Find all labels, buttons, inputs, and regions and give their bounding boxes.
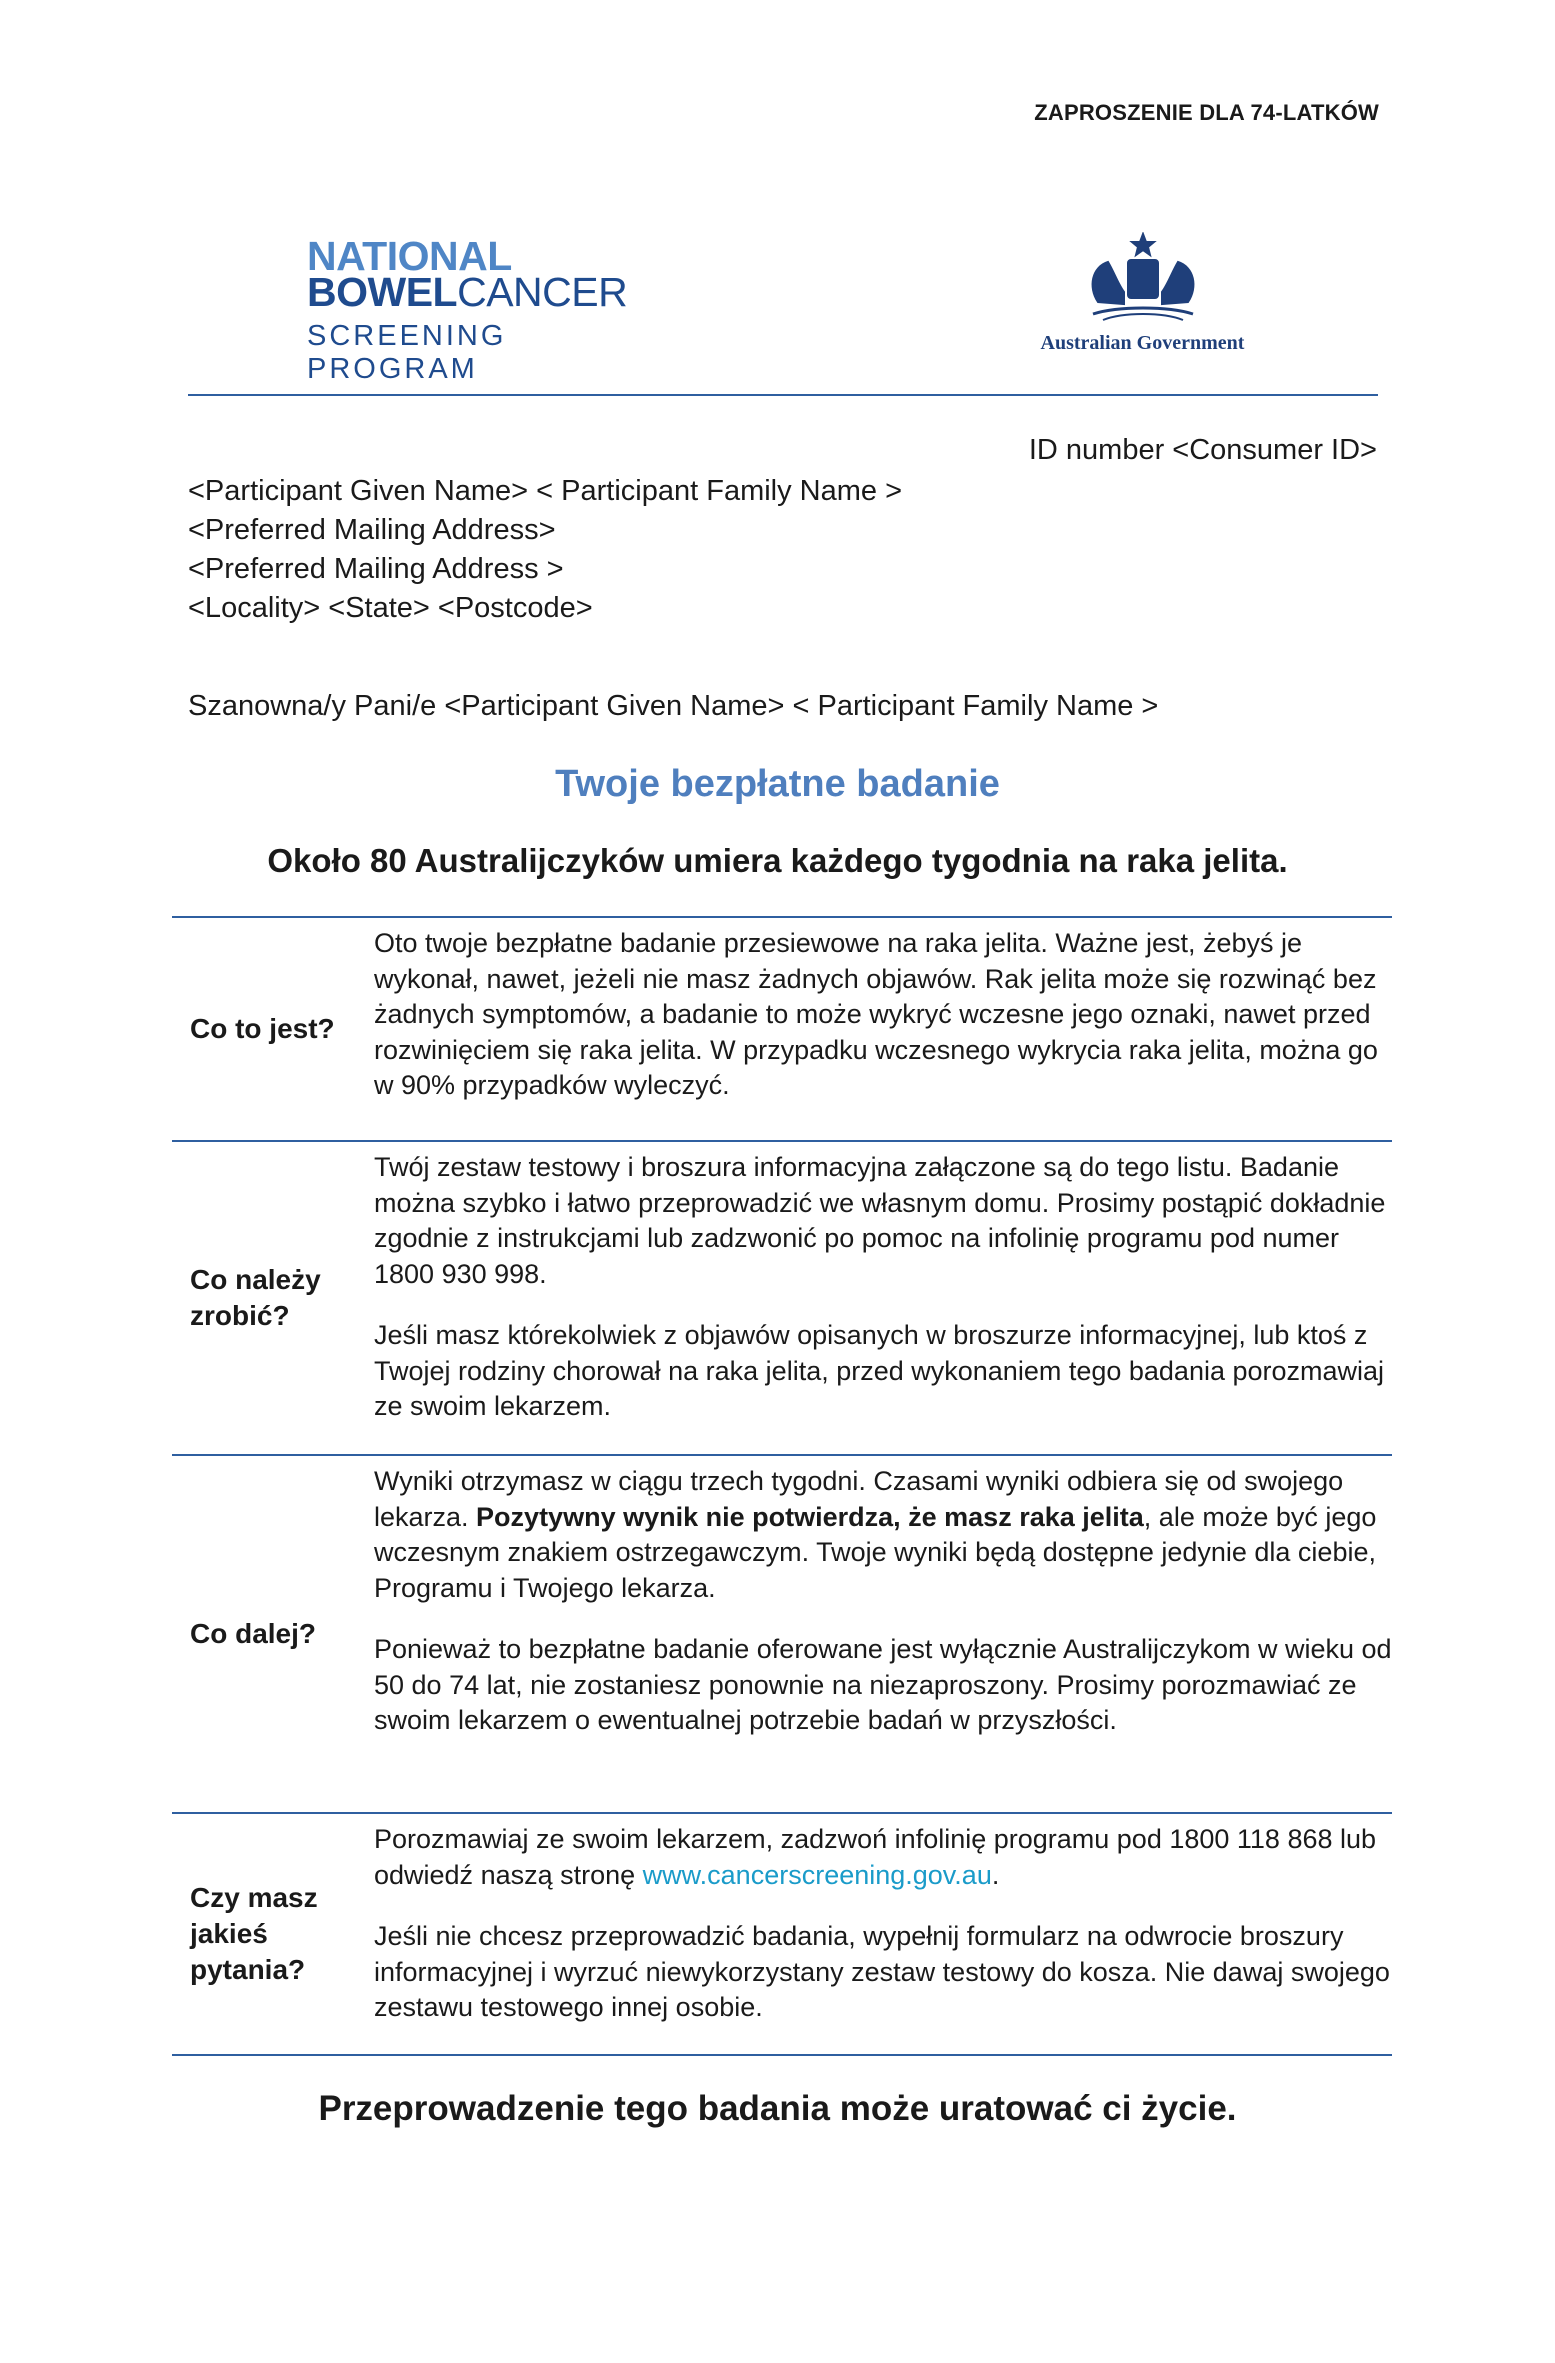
logo-line-bowelcancer — [307, 269, 647, 315]
salutation: Szanowna/y Pani/e <Participant Given Name> < Participant Family Name > — [188, 690, 1159, 722]
text-run: Porozmawiaj ze swoim lekarzem, zadzwoń infolinię programu pod 1800 118 868 lub odwiedź naszą stronę — [374, 1824, 1377, 1890]
positive-result-emphasis: Pozytywny wynik nie potwierdza, że masz raka jelita — [476, 1501, 1144, 1532]
info-row-what-to-do — [172, 1140, 1392, 1454]
row-label: Co to jest? — [190, 1013, 335, 1044]
consumer-id-line: ID number <Consumer ID> — [1028, 434, 1377, 466]
logo-word-cancer: CANCER — [457, 269, 628, 315]
address-line: <Locality> <State> <Postcode> — [188, 592, 593, 624]
info-row-questions — [172, 1812, 1392, 2056]
row-label: Co dalej? — [190, 1618, 317, 1649]
row-paragraph: Ponieważ to bezpłatne badanie oferowane jest wyłącznie Australijczykom w wieku od 50 do 74 lat, nie zostaniesz ponownie na niezaproszony. Prosimy porozmawiać ze swoim lekarzem o ewentualnej potrzebie badań w przyszłości. — [374, 1634, 1392, 1735]
row-content — [374, 1142, 1392, 1454]
row-paragraph: Jeśli nie chcesz przeprowadzić badania, wypełnij formularz na odwrocie broszury informacyjnej i wyrzuć niewykorzystany zestaw testowy do kosza. Nie dawaj swojego zestawu testowego innej osobie. — [374, 1921, 1390, 2022]
text-run: . — [991, 1859, 1000, 1890]
row-label: Czy masz jakieś pytania? — [190, 1882, 318, 1985]
row-paragraph: Twój zestaw testowy i broszura informacyjna załączone są do tego listu. Badanie można szybko i łatwo przeprowadzić we własnym domu. Prosimy postąpić dokładnie zgodnie z instrukcjami lub zadzwonić po pomoc na infolinię programu pod numer 1800 930 998. — [374, 1152, 1386, 1289]
nbcsp-logo — [307, 233, 647, 386]
address-line: <Preferred Mailing Address> — [188, 514, 556, 546]
letter-subtitle: Około 80 Australijczyków umiera każdego tygodnia na raka jelita. — [267, 842, 1288, 879]
row-label: Co należy zrobić? — [190, 1264, 321, 1331]
row-paragraph — [374, 1464, 1392, 1606]
mailing-address-block — [188, 472, 902, 628]
row-paragraph: Jeśli masz którekolwiek z objawów opisanych w broszurze informacyjnej, lub ktoś z Twojej rodziny chorował na raka jelita, przed wykonaniem tego badania porozmawiaj ze swoim lekarzem. — [374, 1320, 1385, 1421]
letter-title: Twoje bezpłatne badanie — [555, 763, 1000, 805]
australian-government-logo — [1020, 232, 1265, 355]
info-row-what-is-it — [172, 916, 1392, 1140]
closing-statement: Przeprowadzenie tego badania może uratować ci życie. — [318, 2089, 1237, 2128]
logo-line-screening: SCREENING PROGRAM — [307, 320, 507, 385]
letter-type-tag: ZAPROSZENIE DLA 74-LATKÓW — [1034, 100, 1379, 125]
website-link[interactable]: www.cancerscreening.gov.au — [642, 1859, 992, 1890]
row-paragraph — [374, 1822, 1392, 1893]
row-content — [374, 918, 1392, 1140]
row-content — [374, 1456, 1392, 1812]
text-run: Wyniki otrzymasz w ciągu trzech tygodni. Czasami wyniki odbiera się od swojego lekarza. — [374, 1466, 1344, 1532]
government-label: Australian Government — [1040, 332, 1245, 354]
row-content — [374, 1814, 1392, 2054]
address-line: <Preferred Mailing Address > — [188, 553, 564, 585]
text-run: , ale może być jego wczesnym znakiem ostrzegawczym. Twoje wyniki będą dostępne jedynie dla ciebie, Programu i Twojego lekarza. — [374, 1501, 1377, 1603]
logo-word-bowel: BOWEL — [307, 269, 458, 315]
address-line: <Participant Given Name> < Participant Family Name > — [188, 475, 903, 507]
info-row-what-next — [172, 1454, 1392, 1812]
info-table — [172, 916, 1392, 2056]
coat-of-arms-icon — [1078, 232, 1208, 324]
header-divider — [188, 394, 1378, 396]
logo-line-national: NATIONAL — [307, 233, 512, 279]
row-paragraph: Oto twoje bezpłatne badanie przesiewowe na raka jelita. Ważne jest, żebyś je wykonał, nawet, jeżeli nie masz żadnych objawów. Rak jelita może się rozwinąć bez żadnych symptomów, a badanie to może wykryć wczesne jego oznaki, nawet przed rozwinięciem się raka jelita. W przypadku wczesnego wykrycia raka jelita, można go w 90% przypadków wyleczyć. — [374, 928, 1378, 1100]
